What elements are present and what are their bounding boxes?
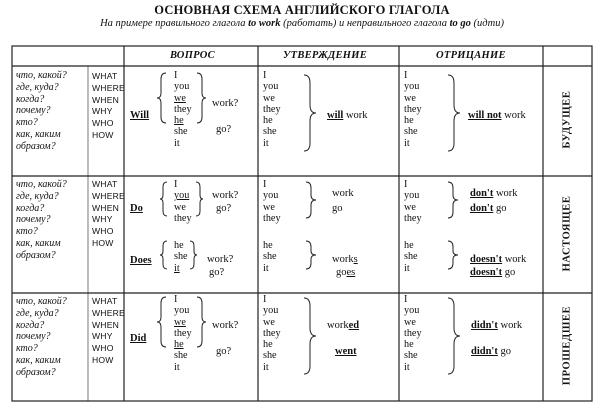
present-neg2: don't go: [470, 203, 507, 214]
future-q-verb2: go?: [216, 124, 232, 135]
present-does-q-verb: work?: [207, 254, 234, 265]
present-neg-pronouns: I you we they: [404, 179, 422, 224]
future-question-pronouns: I you we they he she it: [174, 70, 192, 149]
page-title: ОСНОВНАЯ СХЕМА АНГЛИЙСКОГО ГЛАГОЛА: [154, 3, 450, 17]
subtitle-part1: На примере правильного глагола: [100, 18, 246, 29]
future-question-words-en: WHAT WHERE WHEN WHY WHO HOW: [92, 71, 125, 140]
present-does-aff-verb2: goes: [336, 267, 356, 278]
present-does-q-verb2: go?: [209, 267, 225, 278]
past-q-verb2: go?: [216, 346, 232, 357]
past-neg-pronouns: I you we they he she it: [404, 294, 422, 373]
present-question-words-en: WHAT WHERE WHEN WHY WHO HOW: [92, 179, 125, 248]
past-q-verb: work?: [212, 320, 239, 331]
present-does-neg-pronouns: he she it: [404, 240, 418, 274]
present-aff-verb2: go: [332, 203, 343, 214]
present-does-neg2: doesn't go: [470, 267, 516, 278]
present-question-words-ru: что, какой? где, куда? когда? почему? кто? как, каким образом?: [16, 179, 67, 261]
past-label: ПРОШЕДШЕЕ: [561, 305, 573, 386]
subtitle-verb2: to go: [449, 18, 471, 29]
future-label: БУДУЩЕЕ: [561, 90, 573, 149]
present-aff-verb: work: [332, 188, 354, 199]
header-negative: ОТРИЦАНИЕ: [436, 50, 506, 61]
subtitle-part3: (идти): [473, 18, 504, 29]
future-aff: will work: [327, 110, 368, 121]
past-neg2: didn't go: [471, 346, 511, 357]
present-neg: don't work: [470, 188, 518, 199]
present-aff-pronouns: I you we they: [263, 179, 281, 224]
present-label: НАСТОЯЩЕЕ: [561, 195, 573, 272]
present-does-aff-pronouns: he she it: [263, 240, 277, 274]
future-neg-pronouns: I you we they he she it: [404, 70, 422, 149]
present-does-neg: doesn't work: [470, 254, 527, 265]
past-question-words-en: WHAT WHERE WHEN WHY WHO HOW: [92, 296, 125, 365]
future-aff-pronouns: I you we they he she it: [263, 70, 281, 149]
present-q-verb: work?: [212, 190, 239, 201]
future-aux-will: Will: [130, 110, 150, 121]
subtitle-part2: (работать) и неправильного глагола: [283, 18, 447, 29]
future-question-words-ru: что, какой? где, куда? когда? почему? кто? как, каким образом?: [16, 70, 67, 152]
present-do-pronouns: I you we they: [174, 179, 192, 224]
past-aff-pronouns: I you we they he she it: [263, 294, 281, 373]
present-does-aff-verb: works: [332, 254, 358, 265]
present-q-verb2: go?: [216, 203, 232, 214]
past-question-pronouns: I you we they he she it: [174, 294, 192, 373]
past-aff-verb2: went: [335, 346, 357, 357]
future-neg: will not work: [468, 110, 526, 121]
header-affirmative: УТВЕРЖДЕНИЕ: [283, 50, 368, 61]
past-neg: didn't work: [471, 320, 523, 331]
present-aux-does: Does: [130, 255, 152, 266]
past-aux-did: Did: [130, 333, 147, 344]
present-aux-do: Do: [130, 203, 143, 214]
present-does-pronouns: he she it: [174, 240, 188, 274]
header-question: ВОПРОС: [170, 50, 215, 61]
past-aff-verb: worked: [327, 320, 360, 331]
future-q-verb: work?: [212, 98, 239, 109]
past-question-words-ru: что, какой? где, куда? когда? почему? кто? как, каким образом?: [16, 296, 67, 378]
subtitle-verb1: to work: [248, 18, 281, 29]
